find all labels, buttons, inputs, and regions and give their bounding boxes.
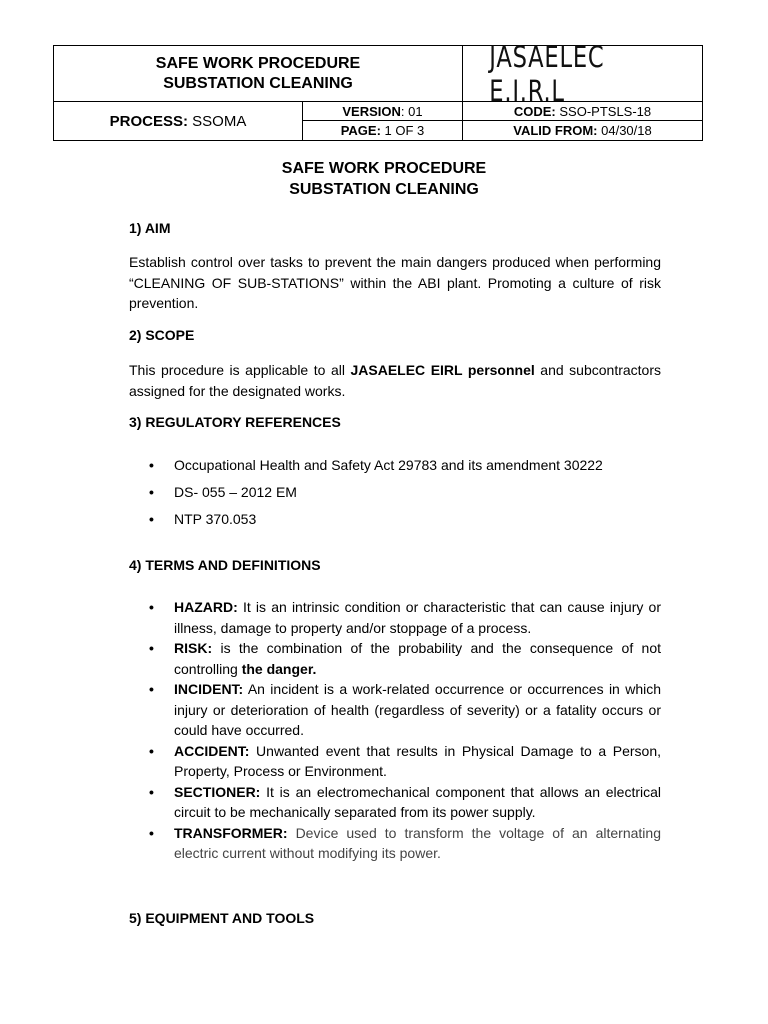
process-value: SSOMA xyxy=(192,112,247,130)
version-field xyxy=(303,102,462,120)
definition-term: TRANSFORMER: xyxy=(174,824,288,841)
header-title-line1: SAFE WORK PROCEDURE xyxy=(155,54,361,72)
definition-text: is the combination of the probability and the consequence of not controlling xyxy=(174,640,661,677)
list-item: • Occupational Health and Safety Act 29783 and its amendment 30222 xyxy=(149,457,603,473)
document-title-line2: SUBSTATION CLEANING xyxy=(289,181,479,198)
definition-sectioner xyxy=(149,782,661,823)
definition-hazard xyxy=(149,597,661,638)
section-heading-scope: 2) SCOPE xyxy=(129,327,195,343)
list-item: • DS- 055 – 2012 EM xyxy=(149,484,297,500)
bullet: • xyxy=(149,511,154,527)
definition-emphasis: the danger. xyxy=(241,660,317,677)
code-field xyxy=(463,102,702,120)
valid-from-field xyxy=(463,121,702,140)
definition-text: It is an intrinsic condition or characteristic that can cause injury or illness, damage to property and/or stoppage of a process. xyxy=(174,599,661,636)
definition-text: Device used to transform the voltage of an alternating electric current without modifying its power. xyxy=(174,824,661,861)
version-value: : 01 xyxy=(400,103,423,119)
page-field xyxy=(303,121,462,140)
aim-paragraph: Establish control over tasks to prevent the main dangers produced when performing “CLEANING OF SUB-STATIONS” within the ABI plant. Promoting a culture of risk prevention. xyxy=(129,254,661,311)
bullet: • xyxy=(149,824,154,841)
page-label: PAGE: xyxy=(340,123,381,138)
definition-risk xyxy=(149,638,661,679)
scope-text-after: and subcontractors assigned for the designated works. xyxy=(129,362,661,399)
list-item: • NTP 370.053 xyxy=(149,511,257,527)
definition-transformer xyxy=(149,823,661,864)
page-value: 1 OF 3 xyxy=(384,123,425,138)
definition-text: An incident is a work-related occurrence or occurrences in which injury or deterioration of health (regardless of severity) or a fatality occurs or could have occurred. xyxy=(174,681,661,738)
definition-term: ACCIDENT: xyxy=(174,742,250,759)
header-table xyxy=(53,39,703,141)
definition-term: HAZARD: xyxy=(174,599,238,615)
bullet: • xyxy=(149,484,154,500)
bullet: • xyxy=(149,742,154,759)
valid-from-label: VALID FROM: xyxy=(513,123,598,138)
section-heading-references: 3) REGULATORY REFERENCES xyxy=(129,414,341,430)
definition-term: SECTIONER: xyxy=(174,783,261,800)
section-heading-aim: 1) AIM xyxy=(129,220,171,236)
document-title xyxy=(0,158,768,200)
bullet: • xyxy=(149,783,154,800)
header-title xyxy=(54,46,462,101)
code-value: SSO-PTSLS-18 xyxy=(559,103,652,119)
process-label: PROCESS: xyxy=(109,112,188,130)
document-title-line1: SAFE WORK PROCEDURE xyxy=(281,160,487,177)
definition-term: INCIDENT: xyxy=(174,681,244,697)
scope-paragraph xyxy=(129,360,661,401)
definition-text: It is an electromechanical component that allows an electrical circuit to be mechanically separated from its power supply. xyxy=(174,783,661,820)
logo-text: JASAELEC E.I.R.L xyxy=(489,39,605,108)
version-label: VERSION xyxy=(342,103,401,119)
definitions-list xyxy=(149,597,661,864)
references-list xyxy=(149,455,661,536)
company-logo xyxy=(463,39,702,108)
process-field xyxy=(54,102,302,140)
section-heading-equipment: 5) EQUIPMENT AND TOOLS xyxy=(129,910,315,926)
definition-accident xyxy=(149,741,661,782)
header-title-line2: SUBSTATION CLEANING xyxy=(163,74,353,92)
bullet: • xyxy=(149,681,154,697)
section-heading-terms: 4) TERMS AND DEFINITIONS xyxy=(129,557,321,573)
definition-incident xyxy=(149,679,661,741)
definition-term: RISK: xyxy=(174,640,213,656)
bullet: • xyxy=(149,640,154,656)
bullet: • xyxy=(149,599,154,615)
scope-text-bold: JASAELEC EIRL personnel xyxy=(350,362,535,378)
code-label: CODE: xyxy=(513,103,556,119)
bullet: • xyxy=(149,457,154,473)
definition-text: Unwanted event that results in Physical Damage to a Person, Property, Process or Environment. xyxy=(174,742,661,779)
scope-text-before: This procedure is applicable to all xyxy=(129,362,351,378)
valid-from-value: 04/30/18 xyxy=(601,123,652,138)
